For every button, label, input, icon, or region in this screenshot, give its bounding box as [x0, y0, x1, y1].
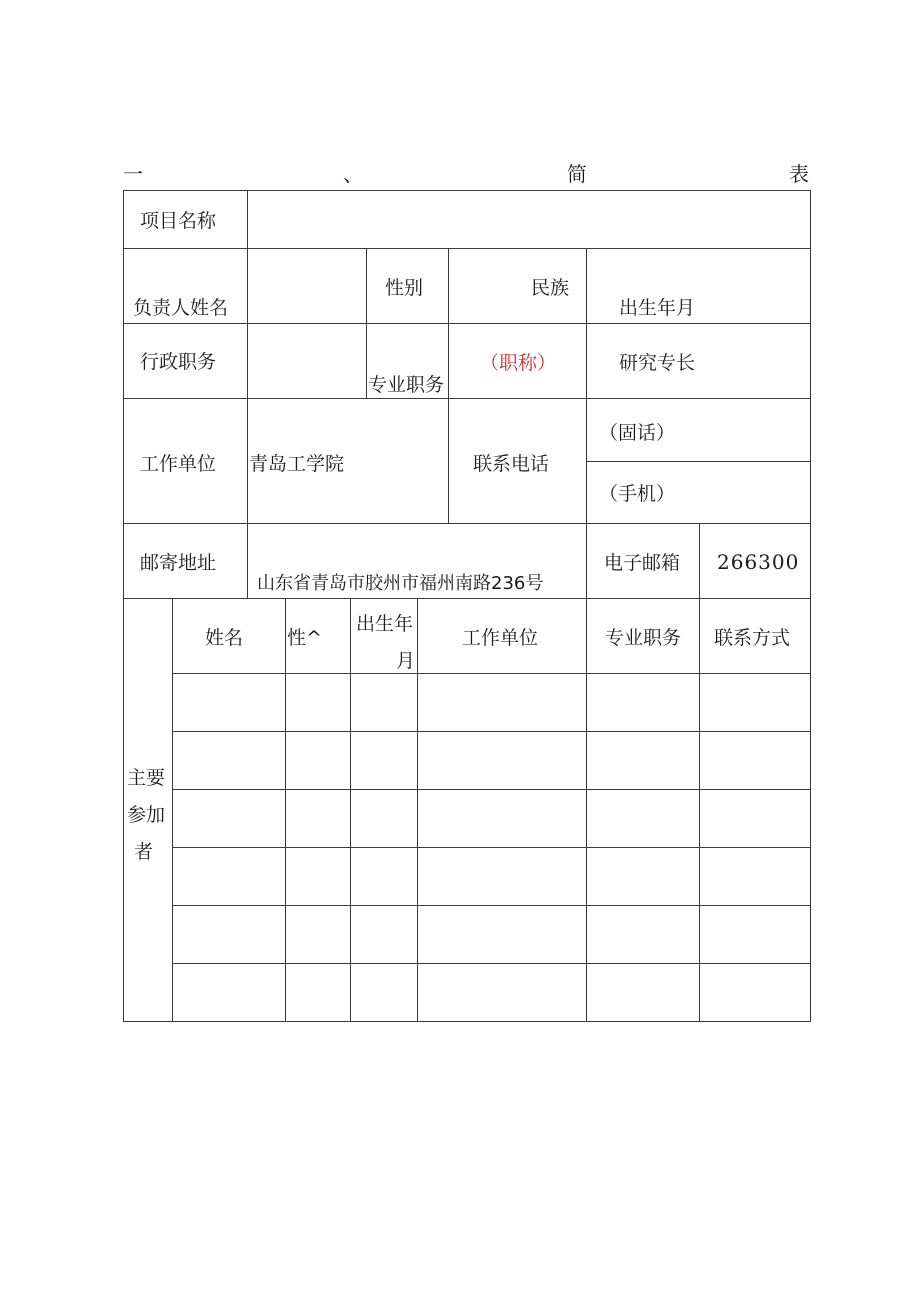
row-divider [172, 673, 811, 674]
row-divider [123, 598, 811, 599]
col-header-post: 专业职务 [605, 627, 682, 649]
gender-label: 性别 [385, 277, 424, 299]
participants-label-3: 者 [134, 841, 154, 863]
table-border-right [810, 190, 811, 1022]
heading-char-2: 、 [343, 162, 363, 186]
col-header-unit: 工作单位 [462, 627, 539, 649]
row-divider [172, 963, 811, 964]
birth-label: 出生年月 [619, 297, 696, 319]
col-divider [350, 598, 351, 1022]
work-unit-value: 青岛工学院 [249, 453, 345, 475]
row-divider [123, 248, 811, 249]
phone-label: 联系电话 [473, 453, 550, 475]
research-label: 研究专长 [619, 352, 696, 374]
col-divider [247, 190, 248, 599]
table-border-bottom [123, 1021, 811, 1022]
leader-name-label: 负责人姓名 [133, 297, 229, 319]
col-divider [417, 598, 418, 1022]
row-divider [172, 905, 811, 906]
col-header-contact: 联系方式 [714, 627, 791, 649]
table-border-left [123, 190, 124, 1022]
project-name-label: 项目名称 [140, 210, 217, 232]
row-divider [172, 789, 811, 790]
col-divider [586, 248, 587, 599]
row-divider [123, 523, 811, 524]
col-divider [699, 598, 700, 1022]
professional-post-label: 专业职务 [368, 374, 445, 396]
col-header-birth-2: 月 [396, 650, 416, 672]
row-divider [123, 323, 811, 324]
admin-post-label: 行政职务 [140, 351, 217, 373]
col-divider [172, 598, 173, 1022]
col-divider [285, 598, 286, 1022]
col-divider [586, 598, 587, 1022]
heading-char-1: 一 [123, 162, 143, 186]
mobile-label: （手机） [599, 483, 676, 505]
col-header-name: 姓名 [205, 627, 244, 649]
work-unit-label: 工作单位 [140, 453, 217, 475]
email-value: 266300 [717, 550, 800, 574]
row-divider [586, 461, 811, 462]
col-header-gender: 性^ [287, 627, 322, 649]
heading-char-4: 表 [789, 162, 809, 186]
col-header-birth-1: 出生年 [356, 613, 414, 635]
participants-label-2: 参加 [127, 804, 166, 826]
table-border-top [123, 190, 811, 191]
email-label: 电子邮箱 [604, 552, 681, 574]
row-divider [172, 847, 811, 848]
landline-label: （固话） [599, 422, 676, 444]
ethnicity-label: 民族 [531, 277, 570, 299]
address-label: 邮寄地址 [140, 552, 217, 574]
title-label: （职称） [480, 352, 557, 374]
participants-label-1: 主要 [127, 767, 166, 789]
col-divider [448, 248, 449, 524]
address-value: 山东省青岛市胶州市福州南路236号 [257, 573, 544, 594]
col-divider [699, 523, 700, 599]
heading-char-3: 简 [567, 162, 587, 186]
col-divider [366, 248, 367, 399]
row-divider [172, 731, 811, 732]
row-divider [123, 398, 811, 399]
